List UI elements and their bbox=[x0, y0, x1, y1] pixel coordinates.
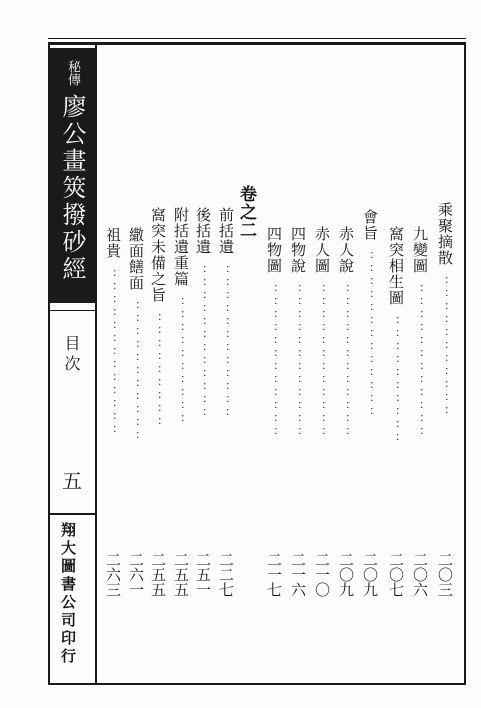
toc-entry-title: 窩突未備之旨 bbox=[149, 207, 167, 303]
toc-entry-leader: ：：：：：：：：：：：： bbox=[218, 265, 231, 421]
toc-entry-leader: ：：：：：：：：：：：：： bbox=[362, 251, 375, 420]
toc-entry bbox=[263, 0, 285, 708]
toc-entry-title: 繖面饍面 bbox=[127, 227, 145, 291]
toc-entry-page: 二〇六 bbox=[411, 552, 429, 597]
toc-entry-title: 後括遺 bbox=[194, 207, 212, 255]
book-title: 廖公畫筴撥砂經 bbox=[58, 94, 86, 283]
toc-entry bbox=[287, 0, 309, 708]
toc-entry-page: 二〇九 bbox=[337, 552, 355, 597]
side-divider-2 bbox=[50, 513, 95, 515]
section-label: 目次 bbox=[62, 335, 81, 375]
toc-entry-leader: ：：：：：：：：：：：：： bbox=[105, 269, 118, 438]
toc-entry bbox=[335, 0, 357, 708]
toc-entry-title: 乘聚摘散 bbox=[436, 202, 454, 266]
toc-entry-title: 會旨 bbox=[361, 209, 379, 241]
toc-entry-leader: ：：：：：：：：：：：： bbox=[290, 284, 303, 440]
toc-entry-page: 二五五 bbox=[172, 552, 190, 597]
publisher-name: 翔大圖書公司印行 bbox=[59, 522, 77, 666]
toc-entry-leader: ：：：：：：：：：：：： bbox=[195, 265, 208, 421]
toc-entry bbox=[311, 0, 333, 708]
toc-entry-leader: ：：：：：：：：：：： bbox=[128, 301, 141, 444]
toc-entry-page: 二〇九 bbox=[361, 552, 379, 597]
toc-entry-title: 赤人說 bbox=[337, 226, 355, 274]
side-column-divider bbox=[95, 44, 97, 684]
toc-entry-title: 四物圖 bbox=[265, 226, 283, 274]
toc-entry bbox=[192, 0, 214, 708]
toc-entry-page: 二六三 bbox=[104, 552, 122, 597]
side-divider-1 bbox=[50, 310, 95, 311]
toc-entry-page: 二一七 bbox=[265, 552, 283, 597]
toc-entry-leader: ：：：：：：：：：：： bbox=[437, 276, 450, 419]
toc-entry-title: 九變圖 bbox=[411, 226, 429, 274]
volume-heading bbox=[237, 0, 259, 708]
toc-entry bbox=[215, 0, 237, 708]
toc-entry-page: 二六一 bbox=[127, 552, 145, 597]
toc-entry-title: 祖貴 bbox=[104, 227, 122, 259]
toc-entry-page: 二一〇 bbox=[313, 552, 331, 597]
toc-entry-leader: ：：：：：：：：：：：： bbox=[314, 284, 327, 440]
toc-entry bbox=[434, 0, 456, 708]
toc-entry-page: 二一六 bbox=[289, 552, 307, 597]
toc-entry-title: 四物說 bbox=[289, 226, 307, 274]
toc-entry-leader: ：：：：：：：：： bbox=[150, 313, 163, 430]
toc-entry-title: 卷之二 bbox=[236, 185, 256, 239]
toc-entry-leader: ：：：：：：：：：：：： bbox=[338, 284, 351, 440]
toc-entry-leader: ：：：：：：：：：： bbox=[388, 316, 401, 446]
toc-entry-page: 二〇七 bbox=[387, 552, 405, 597]
toc-entry bbox=[385, 0, 407, 708]
toc-entry bbox=[170, 0, 192, 708]
toc-entry-title: 赤人圖 bbox=[313, 226, 331, 274]
toc-entry bbox=[125, 0, 147, 708]
toc-entry-page: 二五五 bbox=[149, 552, 167, 597]
toc-entry bbox=[409, 0, 431, 708]
toc-entry-page: 二五一 bbox=[194, 552, 212, 597]
toc-entry bbox=[359, 0, 381, 708]
toc-entry-page: 二〇三 bbox=[436, 552, 454, 597]
toc-entry-title: 前括遺 bbox=[217, 207, 235, 255]
series-label: 秘傳 bbox=[65, 60, 80, 86]
toc-entry-leader: ：：：：：：：：：： bbox=[173, 297, 186, 427]
toc-entry-page: 二二七 bbox=[217, 552, 235, 597]
toc-entry bbox=[147, 0, 169, 708]
page-number: 五 bbox=[62, 469, 82, 493]
toc-entry-title: 附括遺重篇 bbox=[172, 207, 190, 287]
toc-entry-leader: ：：：：：：：：：：：： bbox=[266, 284, 279, 440]
toc-entry-leader: ：：：：：：：：：：：： bbox=[412, 284, 425, 440]
toc-entry bbox=[102, 0, 124, 708]
toc-entry-title: 窩突相生圖 bbox=[387, 226, 405, 306]
